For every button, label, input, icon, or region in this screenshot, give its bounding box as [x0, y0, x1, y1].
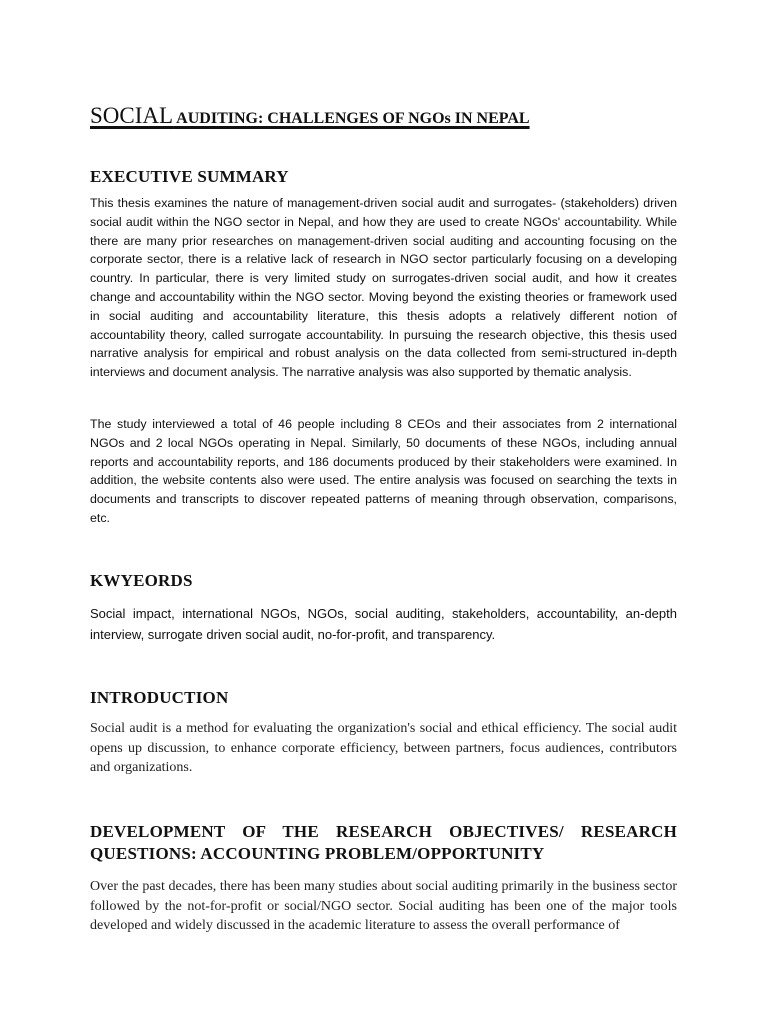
- executive-summary-paragraph-2: The study interviewed a total of 46 people including 8 CEOs and their associates from 2 international NGOs and 2 local NGOs operating in Nepal. Similarly, 50 documents of these NGOs, including annual reports and accountability reports, and 186 documents produced by their stakeholders were examined. In addition, the website contents also were used. The entire analysis was focused on searching the texts in documents and transcripts to discover repeated patterns of meaning through observation, comparisons, etc.: [90, 417, 677, 525]
- executive-summary-paragraph-1: This thesis examines the nature of management-driven social audit and surrogates- (stakeholders) driven social audit within the NGO sector in Nepal, and how they are used to create NGOs' accountability. While there are many prior researches on management-driven social auditing and accounting focusing on the corporate sector, there is a relative lack of research in NGO sector particularly focusing on a developing country. In particular, there is very limited study on surrogates-driven social audit, and how it creates change and accountability within the NGO sector. Moving beyond the existing theories or framework used in social auditing and accountability literature, this thesis adopts a relatively different notion of accountability theory, called surrogate accountability. In pursuing the research objective, this thesis used narrative analysis for empirical and robust analysis on the data collected from semi-structured in-depth interviews and document analysis. The narrative analysis was also supported by thematic analysis.: [90, 196, 677, 380]
- title-part-social: SOCIAL: [90, 103, 174, 128]
- introduction-text: Social audit is a method for evaluating the organization's social and ethical efficiency. The social audit opens up discussion, to enhance corporate efficiency, between partners, focus audiences, contributors and organizations.: [90, 721, 677, 775]
- keywords-text: Social impact, international NGOs, NGOs, social auditing, stakeholders, accountability, an-depth interview, surrogate driven social audit, no-for-profit, and transparency.: [90, 606, 677, 642]
- title-part-rest: AUDITING: CHALLENGES OF NGOs IN NEPAL: [173, 110, 530, 127]
- keywords-heading: KWYEORDS: [90, 571, 193, 590]
- executive-summary-heading: EXECUTIVE SUMMARY: [90, 167, 289, 186]
- development-text: Over the past decades, there has been many studies about social auditing primarily in the business sector followed by the not-for-profit or social/NGO sector. Social auditing has been one of the major tools developed and widely discussed in the academic literature to assess the overall performance of: [90, 879, 677, 933]
- development-heading: DEVELOPMENT OF THE RESEARCH OBJECTIVES/ RESEARCH QUESTIONS: ACCOUNTING PROBLEM/OPPORTUNITY: [90, 822, 677, 863]
- document-title: [90, 94, 690, 131]
- introduction-heading: INTRODUCTION: [90, 688, 229, 707]
